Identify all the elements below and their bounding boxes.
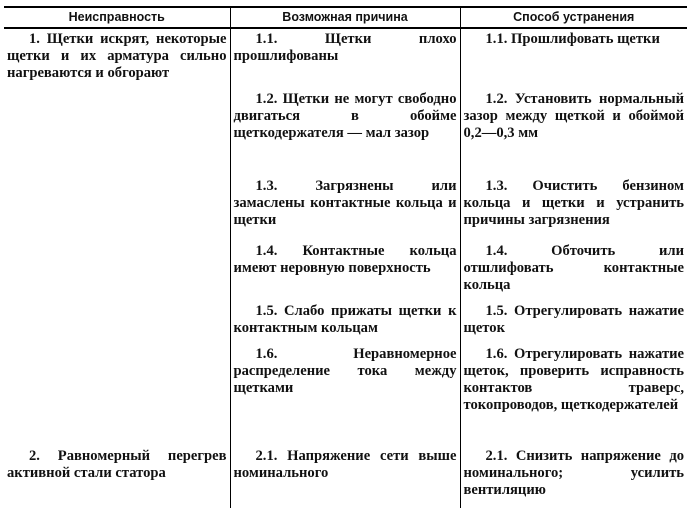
cause-cell: 1.5. Слабо прижаты щетки к контактным кольцам bbox=[230, 301, 460, 344]
remedy-cell: 1.3. Очистить бензином кольца и щетки и устранить причины загрязнения bbox=[460, 176, 687, 241]
remedy-cell: 2.1. Снизить напряжение до номинального; усилить вентиляцию bbox=[460, 446, 687, 508]
cause-cell: 2.1. Напряжение сети выше номинального bbox=[230, 446, 460, 508]
table-row bbox=[4, 89, 687, 176]
remedy-cell: 1.2. Установить нормальный зазор между щеткой и обоймой 0,2—0,3 мм bbox=[460, 89, 687, 176]
cause-cell: 1.6. Неравномерное распределение тока между щетками bbox=[230, 344, 460, 446]
fault-cell bbox=[4, 176, 230, 241]
remedy-cell: 1.5. Отрегулировать нажатие щеток bbox=[460, 301, 687, 344]
table-row bbox=[4, 241, 687, 301]
fault-cell bbox=[4, 301, 230, 344]
fault-cell bbox=[4, 241, 230, 301]
fault-cell bbox=[4, 89, 230, 176]
remedy-cell: 1.6. Отрегулировать нажатие щеток, проверить исправность контактов траверс, токопроводов, щеткодержателей bbox=[460, 344, 687, 446]
fault-cell: 1. Щетки искрят, некоторые щетки и их арматура сильно нагреваются и обгорают bbox=[7, 31, 227, 82]
header-row bbox=[4, 7, 687, 28]
table-row bbox=[4, 446, 687, 508]
remedy-cell: 1.4. Обточить или отшлифовать контактные кольца bbox=[460, 241, 687, 301]
cause-cell: 1.4. Контактные кольца имеют неровную поверхность bbox=[230, 241, 460, 301]
table-row bbox=[4, 301, 687, 344]
header-remedy: Способ устранения bbox=[460, 7, 687, 28]
header-cause: Возможная причина bbox=[230, 7, 460, 28]
remedy-cell: 1.1. Прошлифовать щетки bbox=[460, 28, 687, 89]
table-row bbox=[4, 28, 687, 89]
table-row bbox=[4, 176, 687, 241]
table-row bbox=[4, 344, 687, 446]
cause-cell: 1.2. Щетки не могут свободно двигаться в обойме щеткодержателя — мал зазор bbox=[230, 89, 460, 176]
fault-cell bbox=[4, 344, 230, 446]
header-fault: Неисправность bbox=[4, 7, 230, 28]
troubleshooting-table bbox=[4, 6, 687, 508]
cause-cell: 1.3. Загрязнены или замаслены контактные кольца и щетки bbox=[230, 176, 460, 241]
fault-cell: 2. Равномерный перегрев активной стали статора bbox=[7, 447, 227, 481]
cause-cell: 1.1. Щетки плохо прошлифованы bbox=[230, 28, 460, 89]
